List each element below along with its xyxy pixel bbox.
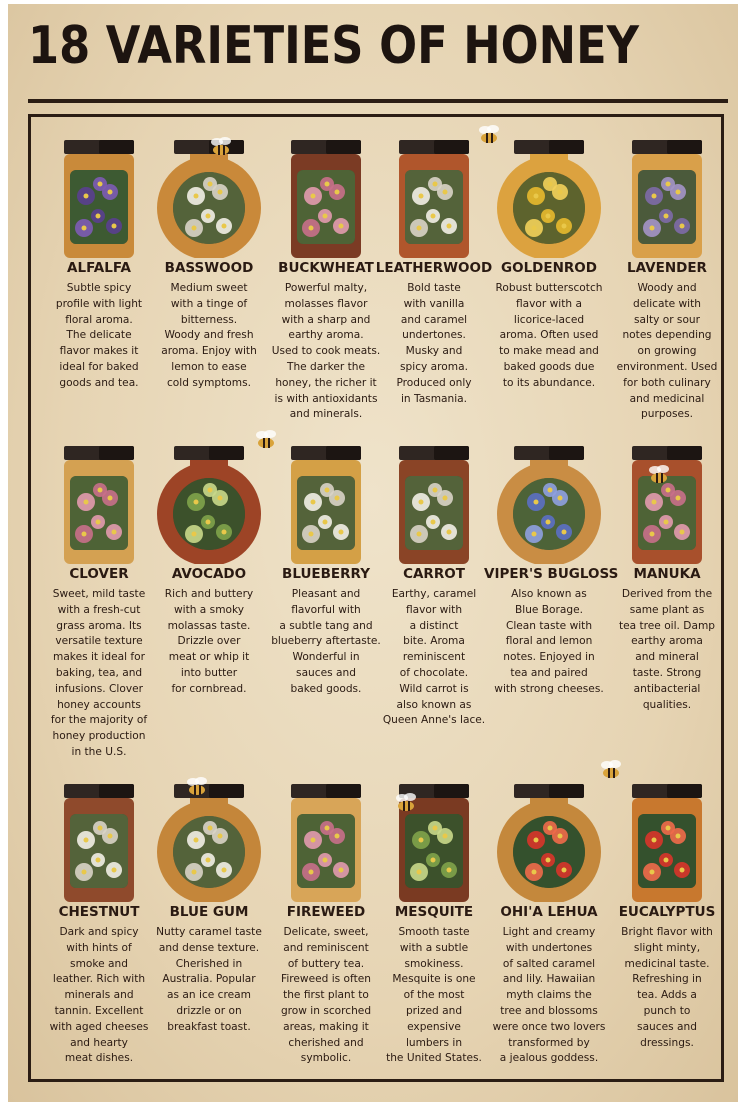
honey-description <box>146 587 272 698</box>
description-line: Queen Anne's lace. <box>382 714 486 727</box>
description-line: of the most <box>403 989 465 1002</box>
honey-description <box>371 925 497 1067</box>
honey-jar-icon <box>608 780 726 902</box>
description-line: floral aroma. <box>65 313 133 326</box>
poster-title: 18 VARIETIES OF HONEY <box>28 16 640 76</box>
honey-name: EUCALYPTUS <box>618 904 716 920</box>
description-line: versatile texture <box>55 635 143 648</box>
description-line: The delicate <box>66 329 132 342</box>
description-line: Also known as <box>511 588 587 600</box>
description-line: the United States. <box>386 1052 482 1065</box>
description-line: Dark and spicy <box>59 926 139 938</box>
honey-poster <box>8 4 738 1102</box>
honey-jar-icon <box>150 442 268 564</box>
honey-name: CARROT <box>403 566 465 582</box>
honey-description <box>371 587 497 729</box>
honey-description <box>371 281 497 407</box>
description-line: and mineral <box>635 651 699 664</box>
description-line: flavor makes it <box>59 345 139 358</box>
honey-jar-icon <box>40 442 158 564</box>
description-line: with undertones <box>505 941 593 954</box>
bee-icon <box>476 124 502 146</box>
description-line: meat or whip it <box>168 651 250 664</box>
description-line: honey, the richer it <box>275 376 377 389</box>
description-line: lumbers in <box>405 1036 463 1049</box>
honey-jar-icon <box>608 442 726 564</box>
description-line: for both culinary <box>623 376 711 389</box>
honey-name: LEATHERWOOD <box>375 260 493 276</box>
description-line: Blue Borage. <box>514 603 584 616</box>
description-line: sauces and <box>296 666 356 679</box>
description-line: floral and lemon <box>505 635 593 648</box>
description-line: Australia. Popular <box>162 973 256 986</box>
description-line: qualities. <box>642 698 692 711</box>
honey-name: VIPER'S BUGLOSS <box>484 566 619 582</box>
description-line: of salted caramel <box>502 957 596 970</box>
description-line: profile with light <box>55 297 143 310</box>
honey-name: OHI'A LEHUA <box>500 904 598 920</box>
description-line: molasses flavor <box>284 297 368 310</box>
description-line: symbolic. <box>300 1052 352 1065</box>
description-line: spicy aroma. <box>400 360 468 373</box>
description-line: Mesquite is one <box>392 973 476 986</box>
honey-name: CHESTNUT <box>58 904 140 920</box>
description-line: to its abundance. <box>502 376 596 389</box>
honey-jar-icon <box>267 780 385 902</box>
description-line: with a fresh-cut <box>57 603 141 616</box>
description-line: tea tree oil. Damp <box>618 619 715 632</box>
description-line: reminiscent <box>402 651 466 664</box>
honey-jar-icon <box>375 442 493 564</box>
description-line: taste. Strong <box>632 666 702 679</box>
description-line: the first plant to <box>283 989 369 1002</box>
description-line: Woody and fresh <box>164 329 254 342</box>
description-line: tannin. Excellent <box>54 1004 144 1017</box>
description-line: aroma. Enjoy with <box>161 345 257 358</box>
description-line: with aged cheeses <box>49 1020 149 1033</box>
description-line: Produced only <box>396 376 472 389</box>
description-line: slight minty, <box>633 941 701 954</box>
honey-description <box>146 925 272 1036</box>
description-line: with vanilla <box>403 297 465 310</box>
description-line: grass aroma. Its <box>56 619 142 632</box>
description-line: Smooth taste <box>398 926 470 938</box>
description-line: a jealous goddess. <box>499 1052 599 1065</box>
description-line: cold symptoms. <box>166 376 251 389</box>
description-line: Cherished in <box>175 957 243 970</box>
description-line: delicate with <box>633 297 701 310</box>
honey-name: BLUEBERRY <box>282 566 370 582</box>
description-line: ideal for baked <box>59 360 139 373</box>
description-line: Medium sweet <box>170 282 248 294</box>
description-line: tea. Adds a <box>637 989 697 1002</box>
description-line: punch to <box>643 1004 691 1017</box>
honey-jar-icon <box>490 780 608 902</box>
description-line: baked goods due <box>503 360 595 373</box>
description-line: Delicate, sweet, <box>283 926 369 938</box>
description-line: drizzle or on <box>176 1004 242 1017</box>
description-line: were once two lovers <box>492 1020 606 1033</box>
description-line: and caramel <box>400 313 468 326</box>
honey-name: FIREWEED <box>286 904 366 920</box>
honey-description <box>604 925 730 1051</box>
description-line: Wild carrot is <box>399 682 469 695</box>
honey-jar-icon <box>490 136 608 258</box>
description-line: goods and tea. <box>59 376 139 389</box>
description-line: smoke and <box>70 957 128 970</box>
description-line: and reminiscent <box>283 941 369 954</box>
description-line: is with antioxidants <box>274 392 378 405</box>
honey-name: MANUKA <box>633 566 701 582</box>
description-line: Used to cook meats. <box>271 345 381 358</box>
description-line: with strong cheeses. <box>494 682 604 695</box>
description-line: and minerals. <box>289 408 363 421</box>
description-line: minerals and <box>64 989 134 1002</box>
description-line: aroma. Often used <box>499 329 599 342</box>
description-line: with a tinge of <box>170 297 248 310</box>
description-line: grow in scorched <box>280 1004 372 1017</box>
honey-description <box>36 925 162 1067</box>
honey-description <box>36 587 162 761</box>
honey-name: BLUE GUM <box>169 904 249 920</box>
description-line: flavorful with <box>291 603 361 616</box>
honey-name: ALFALFA <box>67 260 131 276</box>
description-line: Pleasant and <box>291 588 361 600</box>
description-line: earthy aroma <box>631 635 703 648</box>
title-underline <box>28 99 728 103</box>
bee-icon <box>598 759 624 781</box>
honey-jar-icon <box>267 442 385 564</box>
description-line: Earthy, caramel <box>391 588 477 600</box>
description-line: flavor with <box>405 603 463 616</box>
description-line: Wonderful in <box>292 651 360 664</box>
description-line: Subtle spicy <box>66 282 132 294</box>
description-line: Fireweed is often <box>281 973 371 986</box>
description-line: Derived from the <box>621 588 713 600</box>
description-line: of buttery tea. <box>287 957 365 970</box>
description-line: Nutty caramel taste <box>156 926 262 938</box>
description-line: a subtle tang and <box>279 619 373 632</box>
description-line: Light and creamy <box>502 926 596 938</box>
description-line: also known as <box>396 698 472 711</box>
description-line: of chocolate. <box>399 666 469 679</box>
description-line: with a subtle <box>399 941 469 954</box>
description-line: sauces and <box>637 1020 697 1033</box>
description-line: Robust butterscotch <box>495 282 603 294</box>
description-line: The darker the <box>286 360 366 373</box>
description-line: salty or sour <box>633 313 701 326</box>
description-line: prized and <box>405 1004 463 1017</box>
description-line: areas, making it <box>283 1020 369 1033</box>
description-line: environment. Used <box>616 360 718 373</box>
description-line: Woody and <box>637 282 697 294</box>
honey-name: AVOCADO <box>171 566 247 582</box>
description-line: as an ice cream <box>167 989 251 1002</box>
description-line: Drizzle over <box>177 635 241 648</box>
description-line: meat dishes. <box>64 1052 134 1065</box>
bee-icon <box>184 776 210 798</box>
description-line: for the majority of <box>50 714 148 727</box>
description-line: honey production <box>52 730 146 743</box>
description-line: and lily. Hawaiian <box>502 973 596 986</box>
description-line: Clean taste with <box>505 619 593 632</box>
description-line: in the U.S. <box>71 745 127 758</box>
description-line: transformed by <box>508 1036 590 1049</box>
description-line: a distinct <box>409 619 459 632</box>
description-line: and hearty <box>70 1036 128 1049</box>
description-line: Sweet, mild taste <box>52 588 146 600</box>
description-line: baked goods. <box>290 682 362 695</box>
honey-jar-icon <box>608 136 726 258</box>
description-line: tree and blossoms <box>500 1004 598 1017</box>
honey-description <box>604 587 730 713</box>
description-line: for cornbread. <box>171 682 247 695</box>
description-line: in Tasmania. <box>400 392 468 405</box>
description-line: dressings. <box>640 1036 694 1049</box>
description-line: with a sharp and <box>281 313 371 326</box>
description-line: blueberry aftertaste. <box>271 635 381 648</box>
description-line: honey accounts <box>57 698 141 711</box>
honey-name: BUCKWHEAT <box>278 260 374 276</box>
honey-jar-icon <box>490 442 608 564</box>
description-line: notes. Enjoyed in <box>503 651 595 664</box>
honey-name: GOLDENROD <box>501 260 597 276</box>
description-line: lemon to ease <box>171 360 247 373</box>
honey-description <box>146 281 272 392</box>
description-line: smokiness. <box>404 957 464 970</box>
description-line: and medicinal <box>629 392 705 405</box>
description-line: with hints of <box>66 941 132 954</box>
description-line: bitterness. <box>180 313 238 326</box>
description-line: makes it ideal for <box>53 651 145 664</box>
description-line: tea and paired <box>510 666 588 679</box>
honey-name: MESQUITE <box>394 904 474 920</box>
description-line: to make mead and <box>499 345 599 358</box>
bee-icon <box>393 792 419 814</box>
description-line: Refreshing in <box>632 973 702 986</box>
description-line: Bold taste <box>407 282 461 294</box>
description-line: medicinal taste. <box>624 957 710 970</box>
bee-icon <box>253 429 279 451</box>
description-line: bite. Aroma <box>403 635 465 648</box>
honey-description <box>604 281 730 423</box>
honey-name: CLOVER <box>69 566 129 582</box>
honey-jar-icon <box>375 136 493 258</box>
description-line: Musky and <box>405 345 463 358</box>
description-line: earthy aroma. <box>288 329 364 342</box>
honey-description <box>486 587 612 698</box>
description-line: expensive <box>407 1020 461 1033</box>
description-line: on growing <box>637 345 697 358</box>
honey-jar-icon <box>40 136 158 258</box>
description-line: licorice-laced <box>513 313 585 326</box>
honey-name: LAVENDER <box>627 260 707 276</box>
description-line: molassas taste. <box>167 619 251 632</box>
description-line: infusions. Clover <box>55 682 143 695</box>
description-line: Powerful malty, <box>284 282 368 294</box>
bee-icon <box>208 136 234 158</box>
description-line: purposes. <box>641 408 693 421</box>
bee-icon <box>646 464 672 486</box>
honey-jar-icon <box>40 780 158 902</box>
honey-description <box>486 925 612 1067</box>
description-line: into butter <box>180 666 238 679</box>
honey-jar-icon <box>150 780 268 902</box>
honey-description <box>36 281 162 392</box>
description-line: leather. Rich with <box>52 973 146 986</box>
description-line: breakfast toast. <box>167 1020 251 1033</box>
description-line: with a smoky <box>173 603 245 616</box>
description-line: antibacterial <box>633 682 701 695</box>
description-line: Rich and buttery <box>164 588 254 600</box>
description-line: and dense texture. <box>158 941 260 954</box>
description-line: notes depending <box>622 329 712 342</box>
description-line: baking, tea, and <box>55 666 143 679</box>
description-line: myth claims the <box>506 989 592 1002</box>
description-line: undertones. <box>402 329 466 342</box>
honey-description <box>486 281 612 392</box>
description-line: cherished and <box>288 1036 364 1049</box>
honey-name: BASSWOOD <box>164 260 254 276</box>
description-line: same plant as <box>629 603 705 616</box>
honey-jar-icon <box>267 136 385 258</box>
description-line: flavor with a <box>516 297 582 310</box>
description-line: Bright flavor with <box>621 926 713 938</box>
